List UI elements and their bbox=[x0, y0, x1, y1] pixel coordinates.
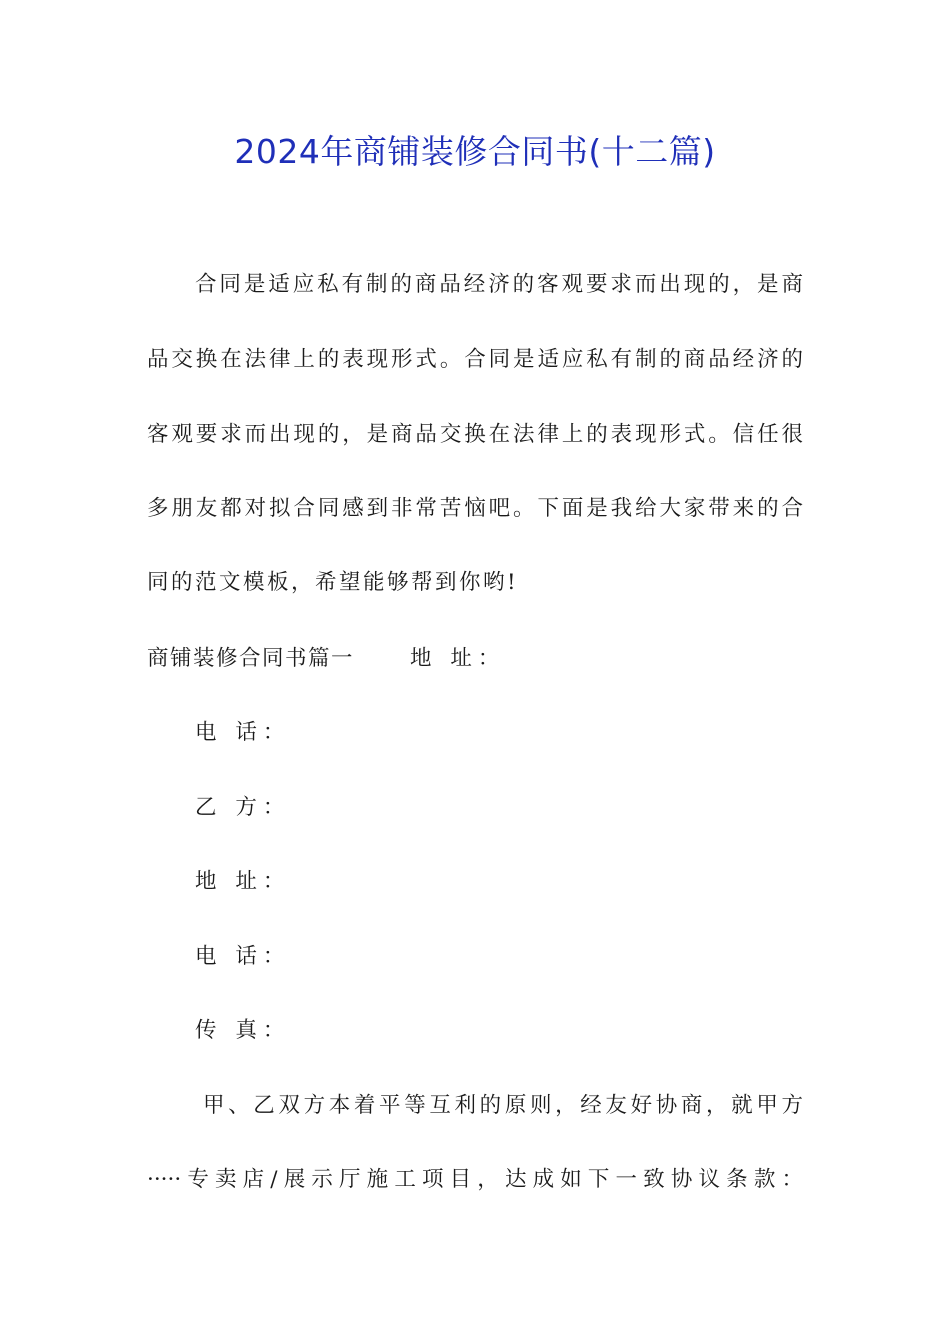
field-address-b: 地 址： bbox=[195, 869, 291, 894]
agreement-line-1: 甲、乙双方本着平等互利的原则，经友好协商，就甲方 bbox=[203, 1093, 803, 1118]
field-fax-b: 传 真： bbox=[195, 1018, 291, 1043]
section-heading: 商铺装修合同书篇一 bbox=[147, 646, 355, 671]
document-title: 2024年商铺装修合同书(十二篇) bbox=[234, 132, 716, 171]
intro-line-1: 合同是适应私有制的商品经济的客观要求而出现的，是商 bbox=[195, 272, 803, 297]
field-phone-a: 电 话： bbox=[195, 720, 291, 745]
agreement-line-2: ·····专卖店/展示厅施工项目，达成如下一致协议条款： bbox=[147, 1167, 803, 1192]
intro-line-3: 客观要求而出现的，是商品交换在法律上的表现形式。信任很 bbox=[147, 422, 803, 447]
field-phone-b: 电 话： bbox=[195, 944, 291, 969]
intro-line-4: 多朋友都对拟合同感到非常苦恼吧。下面是我给大家带来的合 bbox=[147, 496, 803, 521]
field-party-b: 乙 方： bbox=[195, 795, 291, 820]
intro-line-2: 品交换在法律上的表现形式。合同是适应私有制的商品经济的 bbox=[147, 347, 803, 372]
address-label-party-a: 地 址： bbox=[410, 646, 506, 671]
intro-line-5: 同的范文模板，希望能够帮到你哟! bbox=[147, 570, 519, 595]
